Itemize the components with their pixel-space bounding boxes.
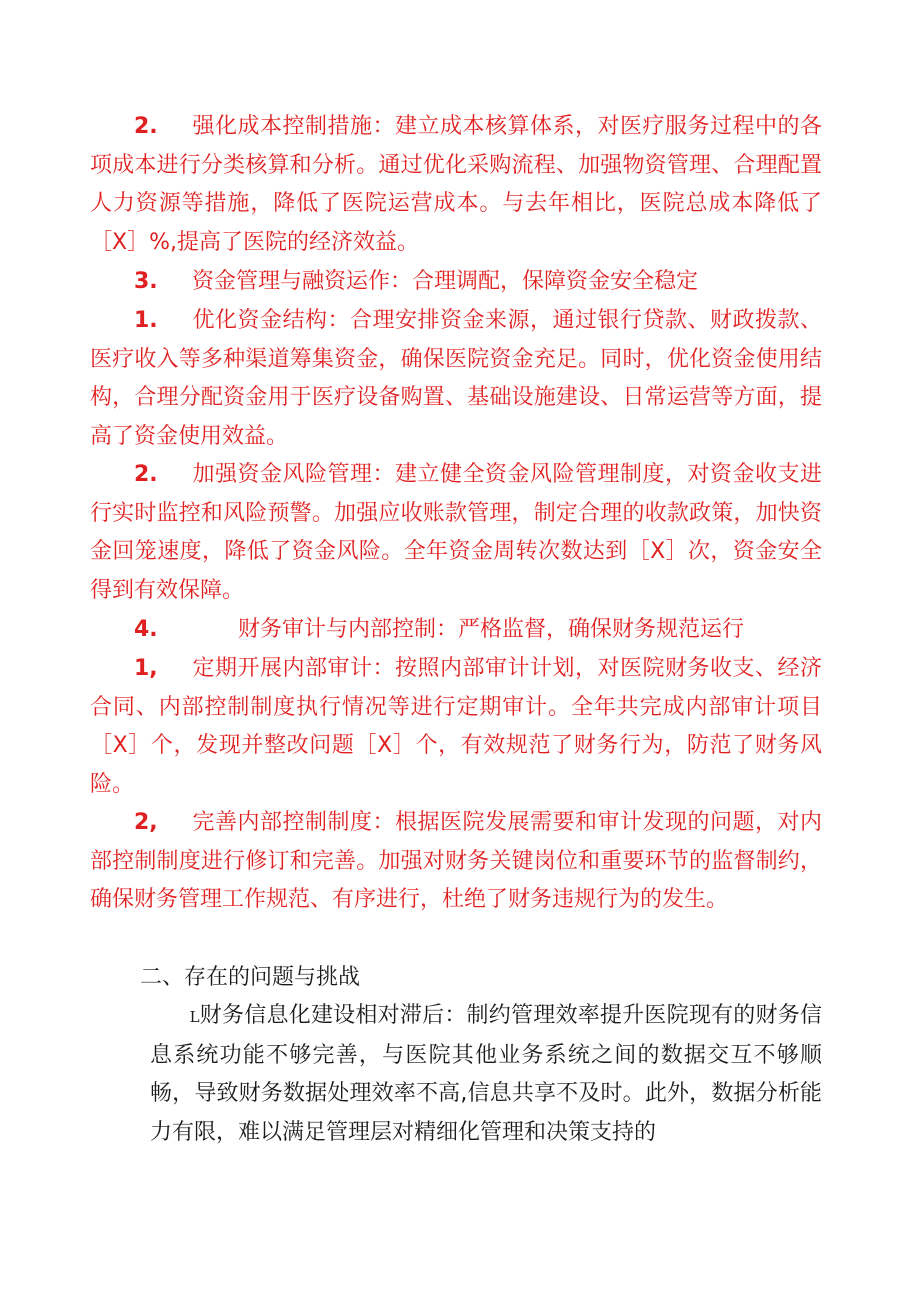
- sub-item-informatization: [150, 997, 822, 1152]
- item-number: 1,: [134, 656, 158, 681]
- item-text: 定期开展内部审计：按照内部审计计划，对医院财务收支、经济合同、内部控制制度执行情况等进行定期审计。全年共完成内部审计项目［X］个，发现并整改问题［X］个，有效规范了财务行为，防范了财务风险。: [90, 656, 822, 797]
- item-text: 强化成本控制措施：建立成本核算体系，对医疗服务过程中的各项成本进行分类核算和分析。通过优化采购流程、加强物资管理、合理配置人力资源等措施，降低了医院运营成本。与去年相比，医院总成本降低了［X］%,提高了医院的经济效益。: [90, 114, 822, 255]
- item-audit-heading: [90, 611, 822, 650]
- item-number: 2.: [134, 114, 158, 139]
- item-number: 1.: [134, 308, 158, 333]
- item-mark: L: [189, 1008, 200, 1026]
- item-number: 3.: [134, 269, 158, 294]
- item-text: 完善内部控制制度：根据医院发展需要和审计发现的问题，对内部控制制度进行修订和完善。加强对财务关键岗位和重要环节的监督制约，确保财务管理工作规范、有序进行，杜绝了财务违规行为的发生。: [90, 810, 822, 912]
- item-internal-control: [90, 804, 822, 920]
- item-cost-control: [90, 108, 822, 262]
- section-title: 二、存在的问题与挑战: [140, 965, 361, 990]
- item-text: 加强资金风险管理：建立健全资金风险管理制度，对资金收支进行实时监控和风险预警。加强应收账款管理，制定合理的收款政策，加快资金回笼速度，降低了资金风险。全年资金周转次数达到［X］次，资金安全得到有效保障。: [90, 462, 822, 603]
- item-number: 2.: [134, 462, 158, 487]
- item-internal-audit: [90, 650, 822, 804]
- item-text: 财务信息化建设相对滞后：制约管理效率提升医院现有的财务信息系统功能不够完善，与医院其他业务系统之间的数据交互不够顺畅，导致财务数据处理效率不高,信息共享不及时。此外，数据分析能力有限，难以满足管理层对精细化管理和决策支持的: [150, 1003, 822, 1145]
- item-text: 资金管理与融资运作：合理调配，保障资金安全稳定: [192, 269, 699, 294]
- item-risk-management: [90, 456, 822, 610]
- item-text: 财务审计与内部控制：严格监督，确保财务规范运行: [238, 617, 745, 642]
- item-fund-management-heading: [90, 263, 822, 302]
- item-optimize-structure: [90, 302, 822, 456]
- item-number: 2,: [134, 810, 158, 835]
- item-text: 优化资金结构：合理安排资金来源，通过银行贷款、财政拨款、医疗收入等多种渠道筹集资金，确保医院资金充足。同时，优化资金使用结构，合理分配资金用于医疗设备购置、基础设施建设、日常运营等方面，提高了资金使用效益。: [90, 308, 822, 449]
- item-number: 4.: [134, 617, 158, 642]
